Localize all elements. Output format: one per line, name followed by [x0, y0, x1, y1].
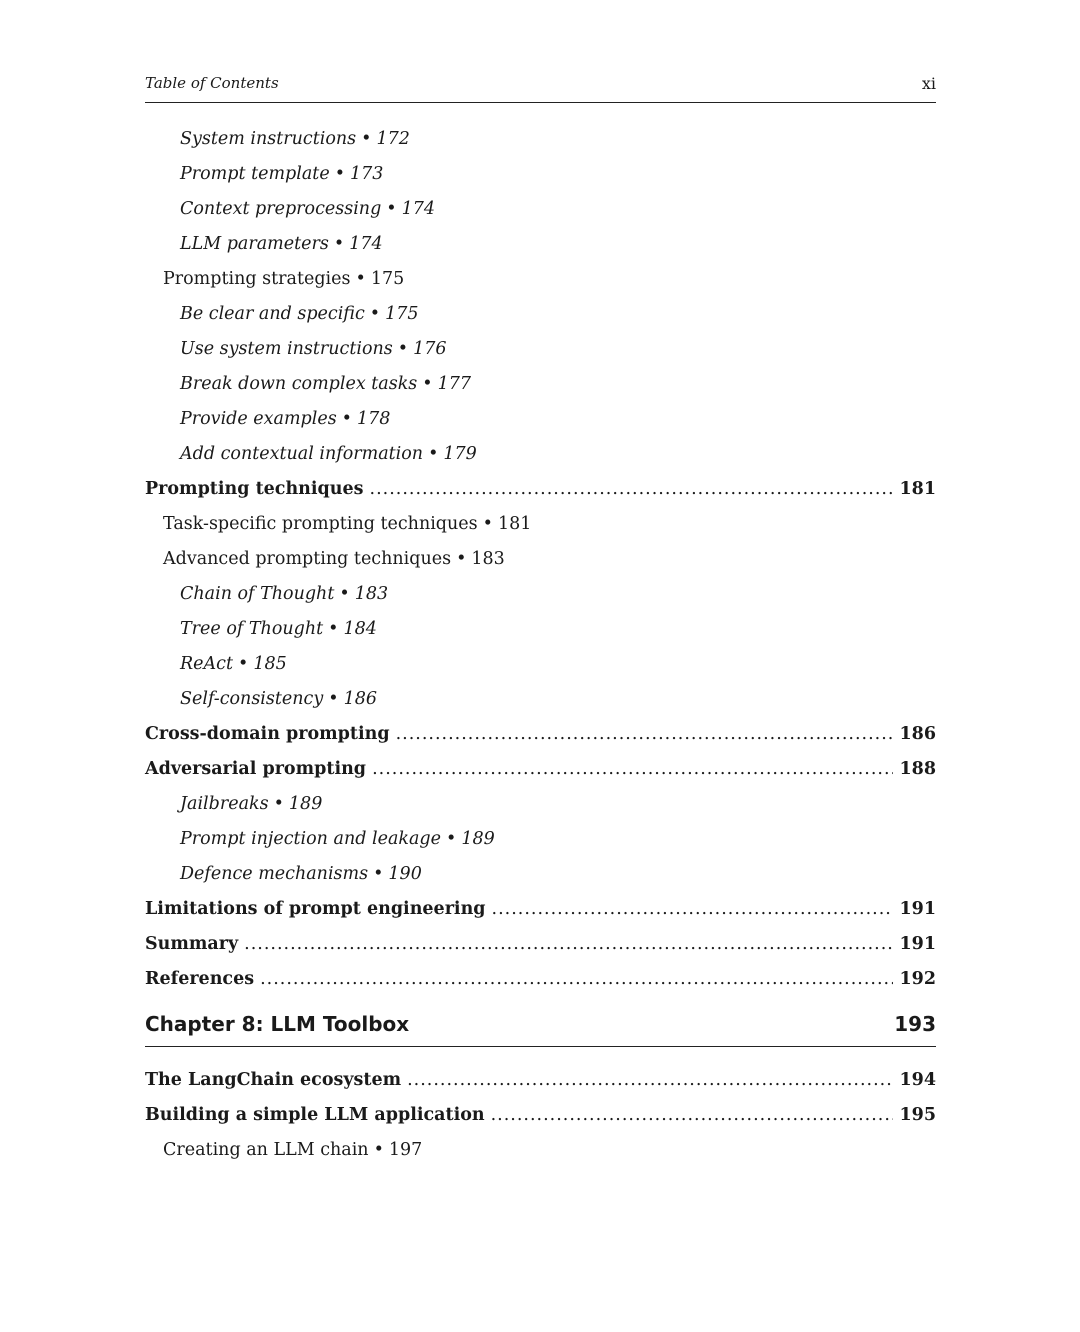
toc-entry[interactable]: Provide examples • 178 [180, 409, 391, 429]
toc-entry[interactable]: LLM parameters • 174 [180, 234, 383, 254]
toc-entry-page: 183 [471, 549, 505, 569]
toc-section-title: Adversarial prompting [145, 759, 367, 779]
toc-section-entry[interactable] [145, 719, 936, 749]
toc-entry[interactable]: Creating an LLM chain • 197 [163, 1140, 423, 1160]
toc-entry-title: Jailbreaks [180, 794, 269, 814]
toc-entry-title: Advanced prompting techniques [163, 549, 452, 569]
dot-leader [244, 929, 893, 959]
toc-section-title: References [145, 969, 255, 989]
toc-section-entry[interactable] [145, 1100, 936, 1130]
toc-entry-title: Add contextual information [180, 444, 424, 464]
toc-section-page: 195 [899, 1105, 936, 1125]
toc-entry-page: 179 [443, 444, 477, 464]
toc-entry-page: 185 [253, 654, 287, 674]
toc-entry[interactable]: Jailbreaks • 189 [180, 794, 323, 814]
toc-section-title: Building a simple LLM application [145, 1105, 485, 1125]
toc-entry-title: Chain of Thought [180, 584, 335, 604]
toc-section-title: Prompting techniques [145, 479, 364, 499]
toc-entry-page: 176 [413, 339, 447, 359]
toc-section-title: The LangChain ecosystem [145, 1070, 402, 1090]
toc-entry-page: 175 [385, 304, 419, 324]
toc-entry-title: Self-consistency [180, 689, 324, 709]
header-page-number: xi [921, 74, 936, 93]
chapter-page: 193 [894, 1012, 936, 1036]
toc-section-page: 191 [899, 934, 936, 954]
dot-leader [260, 964, 893, 994]
toc-entry-title: Prompt injection and leakage [180, 829, 441, 849]
toc-entry[interactable]: Prompting strategies • 175 [163, 269, 405, 289]
toc-entry-page: 197 [388, 1140, 423, 1160]
toc-entry-title: System instructions [180, 129, 357, 149]
toc-entry-page: 174 [349, 234, 383, 254]
toc-entry-page: 189 [461, 829, 495, 849]
running-header [145, 72, 936, 103]
toc-entry[interactable]: ReAct • 185 [180, 654, 287, 674]
chapter-heading[interactable] [145, 1012, 936, 1047]
toc-entry-page: 190 [388, 864, 422, 884]
toc-entry-page: 184 [343, 619, 377, 639]
toc-section-page: 186 [899, 724, 936, 744]
toc-entry-page: 174 [401, 199, 436, 219]
toc-entry[interactable]: Add contextual information • 179 [180, 444, 477, 464]
dot-leader [492, 894, 894, 924]
dot-leader [396, 719, 894, 749]
toc-entry-page: 173 [350, 164, 384, 184]
toc-section-title: Summary [145, 934, 239, 954]
toc-section-entry[interactable] [145, 964, 936, 994]
toc-entry-title: Prompt template [180, 164, 330, 184]
toc-entry-page: 177 [437, 374, 472, 394]
toc-entry-title: Prompting strategies [163, 269, 351, 289]
toc-section-title: Limitations of prompt engineering [145, 899, 486, 919]
toc-entry-title: Provide examples [180, 409, 337, 429]
toc-section-entry[interactable] [145, 754, 936, 784]
toc-entry[interactable]: System instructions • 172 [180, 129, 410, 149]
toc-entry[interactable]: Prompt template • 173 [180, 164, 384, 184]
toc-section-page: 191 [899, 899, 936, 919]
dot-leader [372, 754, 893, 784]
toc-entry-title: Tree of Thought [180, 619, 324, 639]
toc-entry-title: ReAct [180, 654, 234, 674]
toc-section-entry[interactable] [145, 929, 936, 959]
toc-section-title: Cross-domain prompting [145, 724, 390, 744]
toc-entry-title: Use system instructions [180, 339, 393, 359]
toc-section-page: 194 [899, 1070, 936, 1090]
toc-entry[interactable]: Advanced prompting techniques • 183 [163, 549, 505, 569]
toc-entry-page: 183 [354, 584, 389, 604]
toc-entry[interactable]: Prompt injection and leakage • 189 [180, 829, 495, 849]
toc-entry-title: Creating an LLM chain [163, 1140, 369, 1160]
toc-entry-page: 178 [357, 409, 391, 429]
toc-section-entry[interactable] [145, 474, 936, 504]
toc-entry[interactable]: Defence mechanisms • 190 [180, 864, 422, 884]
toc-entry[interactable]: Task-specific prompting techniques • 181 [163, 514, 532, 534]
toc-entry-page: 189 [288, 794, 323, 814]
toc-entry[interactable]: Chain of Thought • 183 [180, 584, 389, 604]
toc-entry-page: 172 [376, 129, 410, 149]
toc-entry-title: LLM parameters [180, 234, 329, 254]
toc-entry-title: Context preprocessing [180, 199, 382, 219]
toc-entry-title: Break down complex tasks [180, 374, 418, 394]
toc-entry[interactable]: Tree of Thought • 184 [180, 619, 377, 639]
toc-entry[interactable]: Use system instructions • 176 [180, 339, 447, 359]
toc-entry-title: Be clear and specific [180, 304, 365, 324]
dot-leader [407, 1065, 893, 1095]
toc-entry-title: Task-specific prompting techniques [163, 514, 478, 534]
header-title: Table of Contents [145, 74, 279, 92]
toc-entry-page: 175 [370, 269, 405, 289]
toc-entry[interactable]: Context preprocessing • 174 [180, 199, 436, 219]
toc-entry-page: 186 [343, 689, 377, 709]
toc-entry[interactable]: Be clear and specific • 175 [180, 304, 419, 324]
chapter-title: Chapter 8: LLM Toolbox [145, 1012, 410, 1036]
toc-entry-page: 181 [497, 514, 532, 534]
toc-entry[interactable]: Self-consistency • 186 [180, 689, 377, 709]
dot-leader [370, 474, 894, 504]
toc-section-page: 181 [899, 479, 936, 499]
toc-entry-title: Defence mechanisms [180, 864, 369, 884]
dot-leader [491, 1100, 894, 1130]
toc-section-entry[interactable] [145, 894, 936, 924]
toc-section-entry[interactable] [145, 1065, 936, 1095]
toc-entry[interactable]: Break down complex tasks • 177 [180, 374, 472, 394]
toc-section-page: 192 [899, 969, 936, 989]
toc-section-page: 188 [899, 759, 936, 779]
